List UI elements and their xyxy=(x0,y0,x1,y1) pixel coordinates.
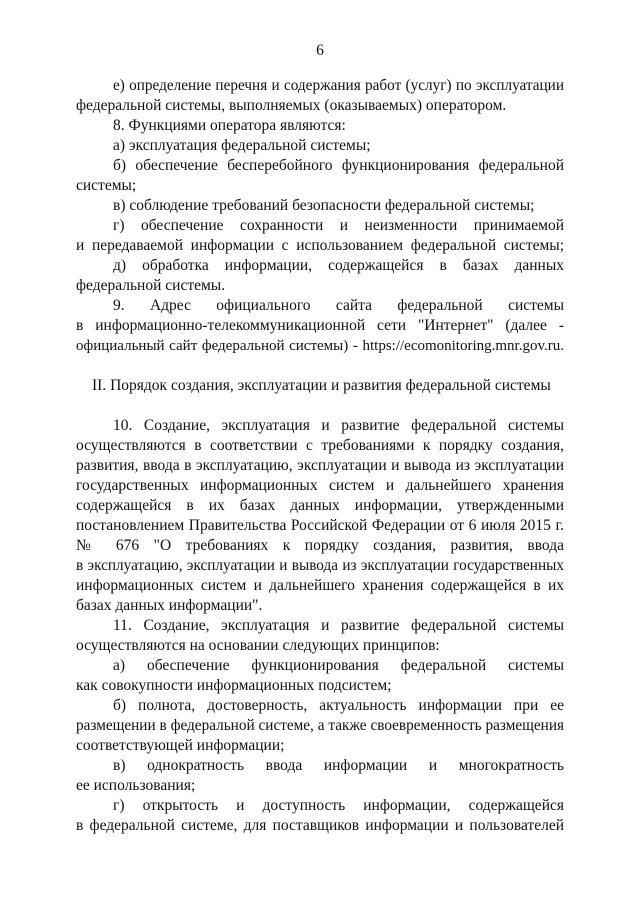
text-line: в федеральной системе, для поставщиков информации и пользователей xyxy=(76,817,564,834)
text-line: как совокупности информационных подсистем; xyxy=(76,677,392,694)
text-line: б) обеспечение бесперебойного функционирования федеральной xyxy=(113,157,564,174)
text-line: федеральной системы. xyxy=(76,277,226,294)
text-line: в эксплуатацию, эксплуатации и вывода из эксплуатации государственных xyxy=(76,557,564,574)
text-line: официальный сайт федеральной системы) - https://ecomonitoring.mnr.gov.ru. xyxy=(76,338,564,354)
section-heading: II. Порядок создания, эксплуатации и развития федеральной системы xyxy=(92,377,551,394)
text-line: 10. Создание, эксплуатация и развитие федеральной системы xyxy=(113,417,564,434)
text-line: в) однократность ввода информации и многократность xyxy=(113,757,564,774)
text-line: е) определение перечня и содержания работ (услуг) по эксплуатации xyxy=(113,77,564,94)
text-line: базах данных информации". xyxy=(76,597,263,614)
text-line: а) эксплуатация федеральной системы; xyxy=(113,137,371,154)
text-line: развития, ввода в эксплуатацию, эксплуатации и вывода из эксплуатации xyxy=(76,457,564,474)
text-line: осуществляются на основании следующих принципов: xyxy=(76,637,440,654)
text-line: ее использования; xyxy=(76,777,196,794)
text-line: 9. Адрес официального сайта федеральной системы xyxy=(113,297,564,314)
text-line: размещении в федеральной системе, а также своевременность размещения xyxy=(76,717,564,734)
text-line: в) соблюдение требований безопасности федеральной системы; xyxy=(113,197,535,214)
text-line: информационных систем и дальнейшего хранения содержащейся в их xyxy=(76,577,564,594)
text-line: осуществляются в соответствии с требованиями к порядку создания, xyxy=(76,437,564,454)
text-line: г) обеспечение сохранности и неизменности принимаемой xyxy=(113,217,564,234)
page-number: 6 xyxy=(316,42,324,59)
text-line: д) обработка информации, содержащейся в базах данных xyxy=(113,257,564,274)
text-line: соответствующей информации; xyxy=(76,737,285,754)
text-line: и передаваемой информации с использованием федеральной системы; xyxy=(76,237,564,254)
text-line: № 676 "О требованиях к порядку создания, развития, ввода xyxy=(76,537,564,554)
text-line: системы; xyxy=(76,177,137,194)
text-line: 11. Создание, эксплуатация и развитие федеральной системы xyxy=(113,617,564,634)
text-line: в информационно-телекоммуникационной сети "Интернет" (далее - xyxy=(76,317,564,334)
text-line: государственных информационных систем и дальнейшего хранения xyxy=(76,477,564,494)
text-line: федеральной системы, выполняемых (оказываемых) оператором. xyxy=(76,97,507,114)
text-line: содержащейся в их базах данных информации, утвержденными xyxy=(76,497,564,514)
text-line: б) полнота, достоверность, актуальность информации при ее xyxy=(113,697,564,714)
text-line: г) открытость и доступность информации, содержащейся xyxy=(113,797,564,814)
text-line: 8. Функциями оператора являются: xyxy=(113,117,346,134)
text-line: а) обеспечение функционирования федеральной системы xyxy=(113,657,564,674)
text-line: постановлением Правительства Российской Федерации от 6 июля 2015 г. xyxy=(76,517,564,534)
